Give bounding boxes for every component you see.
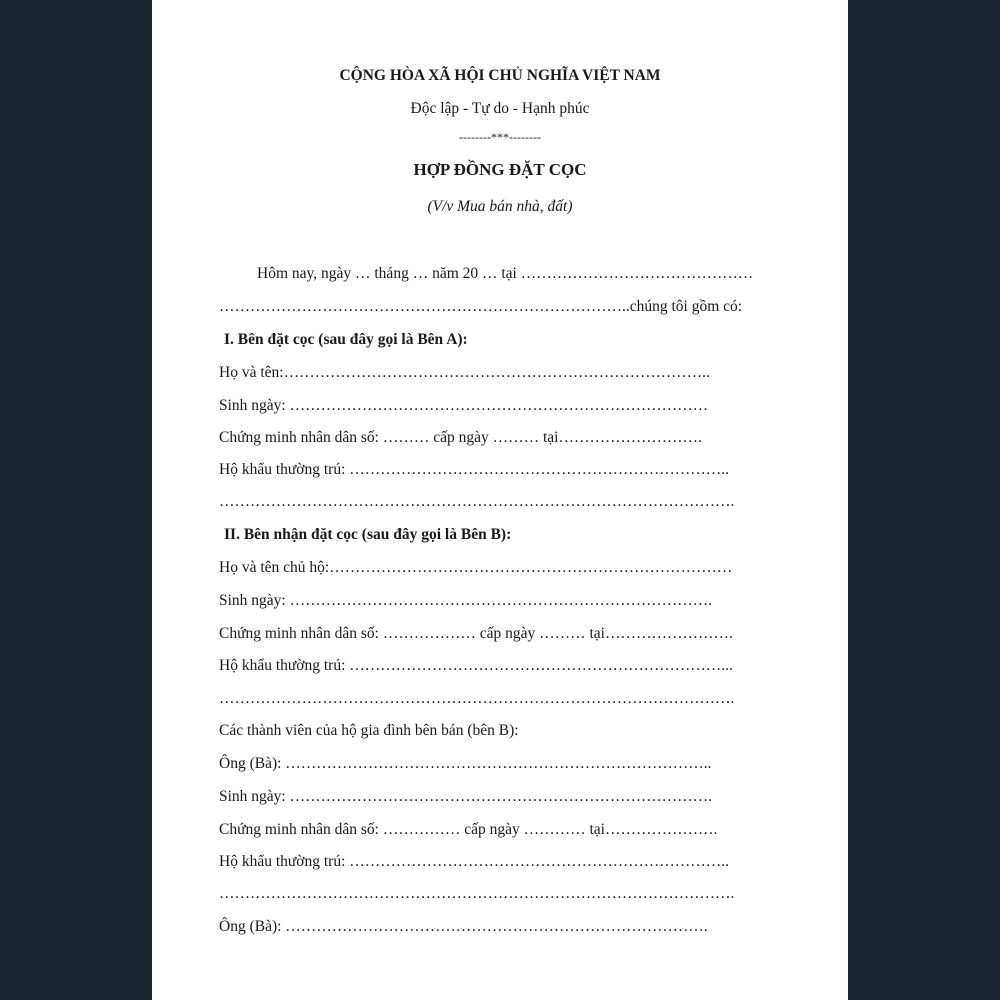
member-1-residence-continuation: ………………………………………………………………………………………. [219,885,735,902]
document-title: HỢP ĐỒNG ĐẶT CỌC [413,160,587,179]
member-2-name-field: Ông (Bà): ………………………………………………………………………. [219,918,708,935]
intro-line-1: Hôm nay, ngày … tháng … năm 20 … tại ……………………………………… [257,265,754,282]
member-1-id-field: Chứng minh nhân dân số: …………… cấp ngày ………… tại…………………. [219,821,718,838]
party-b-dob-field: Sinh ngày: ………………………………………………………………………. [219,592,712,609]
header-separator: --------***-------- [459,130,541,144]
party-a-id-field: Chứng minh nhân dân số: ……… cấp ngày ……… tại………………………. [219,429,702,446]
household-members-heading: Các thành viên của hộ gia đình bên bán (bên B): [219,722,519,739]
country-header: CỘNG HÒA XÃ HỘI CHỦ NGHĨA VIỆT NAM [339,67,661,84]
party-a-heading: I. Bên đặt cọc (sau đây gọi là Bên A): [224,331,468,348]
member-1-residence-field: Hộ khẩu thường trú: ……………………………………………………………….. [219,853,730,870]
party-b-residence-continuation: ………………………………………………………………………………………. [219,690,735,707]
party-b-name-field: Họ và tên chủ hộ:…………………………………………………………………… [219,559,733,576]
document-subtitle: (V/v Mua bán nhà, đất) [427,198,573,215]
party-a-dob-field: Sinh ngày: ……………………………………………………………………… [219,397,709,414]
party-b-residence-field: Hộ khẩu thường trú: ………………………………………………………………... [219,657,733,674]
party-a-residence-continuation: ………………………………………………………………………………………. [219,493,735,510]
intro-line-2: ……………………………………………………………………..chúng tôi gồm có: [219,298,743,315]
document-page [152,0,848,1000]
party-a-residence-field: Hộ khẩu thường trú: ……………………………………………………………….. [219,461,730,478]
member-1-dob-field: Sinh ngày: ………………………………………………………………………. [219,788,712,805]
party-b-heading: II. Bên nhận đặt cọc (sau đây gọi là Bên B): [224,526,512,543]
motto: Độc lập - Tự do - Hạnh phúc [410,100,590,117]
member-1-name-field: Ông (Bà): ……………………………………………………………………….. [219,755,712,772]
party-a-name-field: Họ và tên:……………………………………………………………………….. [219,364,710,381]
party-b-id-field: Chứng minh nhân dân số: ……………… cấp ngày ……… tại……………………. [219,625,733,642]
